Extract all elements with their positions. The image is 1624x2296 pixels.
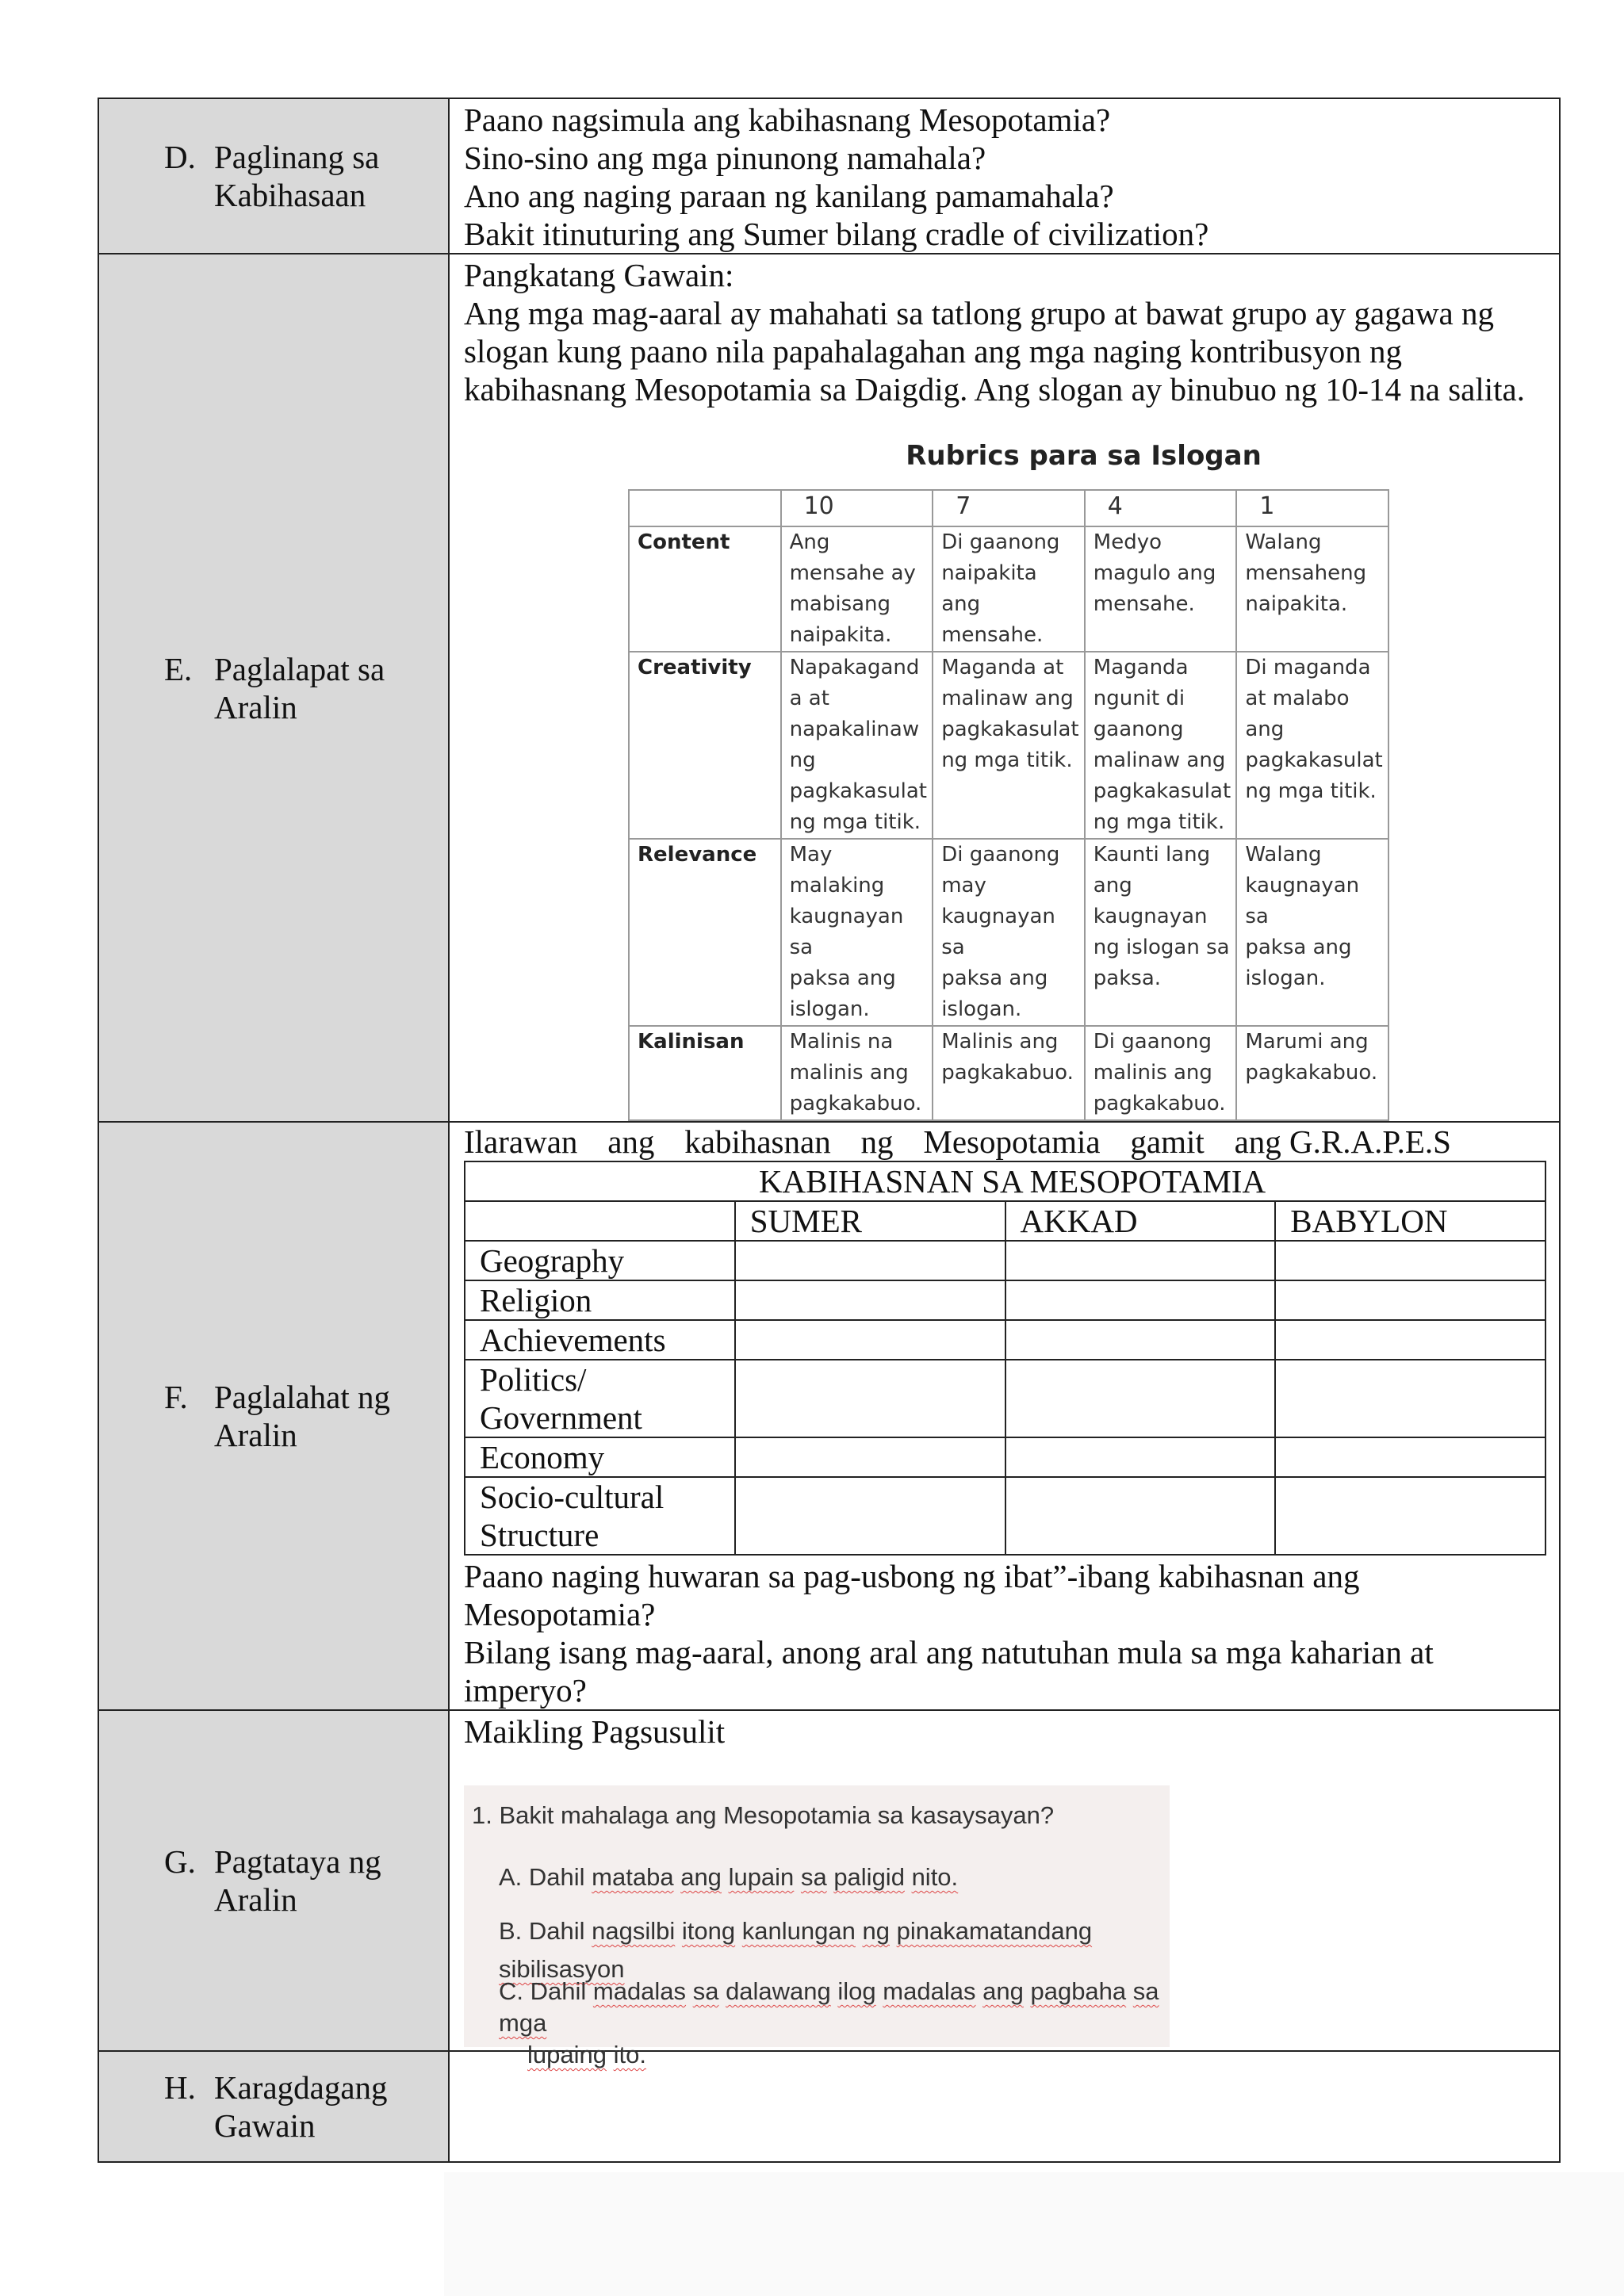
- section-d-letter: D.: [164, 139, 196, 175]
- rubric-cell-line: ang: [1245, 718, 1285, 741]
- activity-text-line: kabihasnang Mesopotamia sa Daigdig. Ang slogan ay binubuo ng 10-14 na salita.: [464, 371, 1525, 408]
- rubric-cell-line: Walang: [1245, 843, 1322, 867]
- rubric-row: [629, 652, 1388, 839]
- choice-word: ito.: [613, 2041, 646, 2068]
- grapes-row-label: [465, 1320, 735, 1360]
- rubric-cell-line: ng mga titik.: [1093, 810, 1225, 834]
- section-e-label-line: Aralin: [214, 688, 297, 725]
- rubric-cell-line: Kaunti lang: [1093, 843, 1211, 867]
- rubric-cell-line: paksa.: [1093, 966, 1162, 990]
- reflection-line: Mesopotamia?: [464, 1596, 656, 1632]
- rubric-cell-line: magulo ang: [1093, 561, 1216, 585]
- rubric-cell-line: ng mga titik.: [1245, 779, 1377, 803]
- rubric-cell-line: Di maganda: [1245, 656, 1371, 679]
- rubric-score-header: 1: [1236, 490, 1388, 526]
- rubric-cell-line: ng mga titik.: [941, 748, 1073, 772]
- lesson-plan-table: [98, 98, 1561, 2163]
- rubric-cell-line: islogan.: [941, 997, 1022, 1021]
- section-g-label-line: Aralin: [214, 1881, 297, 1918]
- grapes-empty-cell: [1005, 1437, 1276, 1477]
- activity-heading: Pangkatang Gawain:: [464, 257, 734, 293]
- rubric-cell: [933, 1026, 1085, 1120]
- reflection-line: Paano naging huwaran sa pag-usbong ng ibat”-ibang kabihasnan ang: [464, 1558, 1360, 1594]
- rubric-cell-line: pagkakasulat: [1245, 748, 1383, 772]
- choice-word: ang: [680, 1863, 722, 1891]
- rubric-cell-line: napakalinaw: [789, 718, 920, 741]
- rubric-cell-line: Di gaanong: [1093, 1030, 1212, 1054]
- rubric-cell-line: Di gaanong: [941, 530, 1060, 554]
- grapes-row-label-line: Government: [480, 1399, 642, 1436]
- choice-word: madalas: [883, 1977, 976, 2005]
- rubric-table: [628, 489, 1389, 1121]
- rubric-criterion: Relevance: [629, 839, 781, 1026]
- choice-word: sibilisasyon: [499, 1955, 625, 1983]
- grapes-empty-cell: [1275, 1241, 1545, 1280]
- grapes-empty-cell: [735, 1437, 1005, 1477]
- rubric-cell-line: kaugnayan sa: [941, 905, 1055, 959]
- rubric-cell-line: islogan.: [789, 997, 870, 1021]
- grapes-row-label: [465, 1280, 735, 1320]
- rubric-criterion: Creativity: [629, 652, 781, 839]
- section-d-label: [98, 98, 449, 254]
- grapes-empty-cell: [1275, 1320, 1545, 1360]
- grapes-empty-cell: [1275, 1477, 1545, 1555]
- grapes-title: KABIHASNAN SA MESOPOTAMIA: [465, 1161, 1545, 1201]
- rubric-cell-line: kaugnayan sa: [1245, 874, 1360, 928]
- section-f-label-line: Aralin: [214, 1417, 297, 1453]
- rubric-cell-line: naipakita.: [1245, 592, 1348, 616]
- rubric-cell-line: mabisang: [789, 592, 891, 616]
- rubric-cell-line: May: [789, 843, 833, 867]
- rubric-cell: [1085, 526, 1237, 652]
- intro-word: kabihasnan: [684, 1123, 831, 1160]
- choice-prefix: B. Dahil: [499, 1917, 592, 1945]
- grapes-row-label: [465, 1437, 735, 1477]
- rubric-score-header: 7: [933, 490, 1085, 526]
- rubric-cell: [1085, 1026, 1237, 1120]
- grapes-empty-cell: [1275, 1280, 1545, 1320]
- grapes-empty-cell: [735, 1241, 1005, 1280]
- rubric-cell-line: ng mga titik.: [789, 810, 921, 834]
- section-g-row: [98, 1710, 1560, 2051]
- choice-word: pagbaha: [1030, 1977, 1127, 2005]
- rubric-cell: [1085, 839, 1237, 1026]
- grapes-empty-cell: [735, 1320, 1005, 1360]
- grapes-row-label-line: Economy: [480, 1439, 605, 1475]
- rubric-cell-line: Malinis na: [789, 1030, 894, 1054]
- grapes-empty-cell: [1275, 1360, 1545, 1437]
- choice-prefix: A. Dahil: [499, 1863, 592, 1891]
- rubric-cell-line: kaugnayan sa: [789, 905, 904, 959]
- grapes-row: [465, 1280, 1545, 1320]
- choice-word: kanlungan: [741, 1917, 856, 1945]
- rubric-cell-line: malinaw ang: [941, 687, 1074, 710]
- rubric-cell: [1236, 526, 1388, 652]
- rubric-cell-line: pagkakabuo.: [941, 1061, 1074, 1085]
- choice-word: mga: [499, 2009, 547, 2037]
- rubric-cell-line: gaanong: [1093, 718, 1184, 741]
- quiz-heading: Maikling Pagsusulit: [464, 1713, 726, 1750]
- question-line: Sino-sino ang mga pinunong namahala?: [464, 140, 986, 176]
- rubric-header-row: [629, 490, 1388, 526]
- rubric-cell-line: ngunit di: [1093, 687, 1185, 710]
- grapes-row: [465, 1241, 1545, 1280]
- rubric-cell: [933, 652, 1085, 839]
- intro-word: Mesopotamia: [923, 1123, 1101, 1160]
- rubric-cell-line: islogan.: [1245, 966, 1326, 990]
- intro-word: Ilarawan: [464, 1123, 578, 1160]
- rubric-cell-line: mensaheng: [1245, 561, 1367, 585]
- grapes-intro: [450, 1123, 1464, 1161]
- rubric-cell-line: pagkakasulat: [789, 779, 927, 803]
- choice-word: ilog: [837, 1977, 876, 2005]
- section-e-label: [98, 254, 449, 1122]
- rubric-cell: [781, 652, 933, 839]
- choice-word: mataba: [592, 1863, 674, 1891]
- activity-text-line: Ang mga mag-aaral ay mahahati sa tatlong grupo at bawat grupo ay gagawa ng: [464, 295, 1495, 331]
- rubric-cell-line: paksa ang: [1245, 936, 1352, 959]
- section-g-label-line: Pagtataya ng: [214, 1843, 381, 1880]
- rubric-cell-line: paksa ang: [941, 966, 1048, 990]
- rubric-cell-line: pagkakabuo.: [1093, 1092, 1226, 1115]
- intro-word: ng: [860, 1123, 894, 1160]
- grapes-empty-cell: [735, 1360, 1005, 1437]
- quiz-choice-a: [499, 1858, 958, 1896]
- section-f-label: [98, 1122, 449, 1710]
- section-f-row: [98, 1122, 1560, 1710]
- rubric-cell-line: pagkakasulat: [1093, 779, 1231, 803]
- section-f-letter: F.: [164, 1379, 188, 1415]
- grapes-row-label-line: Politics/: [480, 1361, 587, 1398]
- rubric-cell: [1236, 839, 1388, 1026]
- choice-word: paligid: [833, 1863, 905, 1891]
- grapes-column-header: SUMER: [735, 1201, 1005, 1241]
- rubric-cell: [781, 1026, 933, 1120]
- choice-word: ang: [982, 1977, 1024, 2005]
- section-d-label-line: Kabihasaan: [214, 177, 366, 213]
- grapes-empty-cell: [1005, 1477, 1276, 1555]
- rubric-cell: [933, 526, 1085, 652]
- rubric-cell-line: Marumi ang: [1245, 1030, 1369, 1054]
- reflection-line: Bilang isang mag-aaral, anong aral ang natutuhan mula sa mga kaharian at: [464, 1634, 1434, 1670]
- rubric-cell-line: kaugnayan: [1093, 905, 1208, 928]
- rubric-cell-line: malinis ang: [1093, 1061, 1212, 1085]
- grapes-column-header-row: [465, 1201, 1545, 1241]
- choice-word: madalas: [592, 1977, 687, 2005]
- question-line: Bakit itinuturing ang Sumer bilang cradle of civilization?: [464, 216, 1209, 252]
- section-e-row: [98, 254, 1560, 1122]
- rubric-cell-line: Medyo: [1093, 530, 1162, 554]
- grapes-empty-cell: [735, 1280, 1005, 1320]
- rubric-cell-line: Maganda: [1093, 656, 1189, 679]
- section-h-label-line: Gawain: [214, 2107, 316, 2144]
- rubric-cell-line: malaking: [789, 874, 885, 897]
- activity-text-line: slogan kung paano nila papahalagahan ang mga naging kontribusyon ng: [464, 333, 1403, 369]
- rubric-cell-line: malinis ang: [789, 1061, 909, 1085]
- rubric-cell-line: a at: [789, 687, 829, 710]
- rubric-row: [629, 839, 1388, 1026]
- rubric-cell-line: Malinis ang: [941, 1030, 1059, 1054]
- rubric-cell: [1236, 652, 1388, 839]
- choice-word: sa: [800, 1863, 827, 1891]
- rubric-cell-line: Ang: [789, 530, 830, 554]
- rubric-cell-line: pagkakasulat: [941, 718, 1079, 741]
- grapes-row: [465, 1477, 1545, 1555]
- grapes-empty-cell: [1005, 1320, 1276, 1360]
- rubric-cell-line: pagkakabuo.: [789, 1092, 922, 1115]
- grapes-row-label-line: Religion: [480, 1282, 592, 1318]
- rubric-cell-line: Maganda at: [941, 656, 1064, 679]
- section-e-letter: E.: [164, 650, 193, 687]
- rubric-cell: [781, 839, 933, 1026]
- grapes-table: [464, 1161, 1546, 1556]
- grapes-empty-cell: [1005, 1280, 1276, 1320]
- intro-word: gamit: [1130, 1123, 1205, 1160]
- quiz-image: [464, 1785, 1170, 2068]
- grapes-row-label-line: Achievements: [480, 1322, 666, 1358]
- section-d-row: [98, 98, 1560, 254]
- section-d-label-line: Paglinang sa: [214, 139, 380, 175]
- grapes-corner-cell: [465, 1201, 735, 1241]
- section-e-content: [449, 254, 1560, 1122]
- rubric-criterion: Content: [629, 526, 781, 652]
- section-g-label: [98, 1710, 449, 2051]
- grapes-row-label-line: Geography: [480, 1242, 625, 1279]
- grapes-row-label: [465, 1477, 735, 1555]
- grapes-empty-cell: [1005, 1360, 1276, 1437]
- intro-word: ang: [607, 1123, 655, 1160]
- rubric-row: [629, 526, 1388, 652]
- grapes-title-row: [465, 1161, 1545, 1201]
- rubric-cell-line: Napakagand: [789, 656, 920, 679]
- grapes-column-header: BABYLON: [1275, 1201, 1545, 1241]
- choice-word: lupaing: [527, 2041, 607, 2068]
- reflection-line: imperyo?: [464, 1672, 587, 1709]
- section-e-label-line: Paglalapat sa: [214, 650, 385, 687]
- rubric-corner-cell: [629, 490, 781, 526]
- rubric-cell-line: paksa ang: [789, 966, 896, 990]
- grapes-row: [465, 1437, 1545, 1477]
- choice-word: itong: [681, 1917, 736, 1945]
- section-g-content: [449, 1710, 1560, 2068]
- rubric-cell-line: ang: [1093, 874, 1132, 897]
- rubric-cell-line: malinaw ang: [1093, 748, 1226, 772]
- choice-word: sa: [692, 1977, 719, 2005]
- quiz-question: 1. Bakit mahalaga ang Mesopotamia sa kasaysayan?: [472, 1801, 1055, 1829]
- page-bottom-margin: [444, 2172, 1624, 2296]
- rubric-cell: [933, 839, 1085, 1026]
- choice-word: pinakamatandang: [896, 1917, 1093, 1945]
- grapes-row-label: [465, 1241, 735, 1280]
- grapes-empty-cell: [1275, 1437, 1545, 1477]
- rubric-row: [629, 1026, 1388, 1120]
- grapes-empty-cell: [735, 1477, 1005, 1555]
- section-d-content: [449, 98, 1560, 254]
- quiz-choice-c: [499, 1976, 1170, 2071]
- grapes-row-label-line: Socio-cultural: [480, 1479, 665, 1515]
- rubric-cell-line: may: [941, 874, 986, 897]
- choice-word: nagsilbi: [592, 1917, 676, 1945]
- rubric-cell-line: naipakita ang: [941, 561, 1037, 616]
- section-h-letter: H.: [164, 2069, 196, 2106]
- section-f-content: [449, 1122, 1560, 1710]
- choice-word: dalawang: [726, 1977, 831, 2005]
- grapes-empty-cell: [1005, 1241, 1276, 1280]
- rubric-criterion: Kalinisan: [629, 1026, 781, 1120]
- section-h-label: [98, 2051, 449, 2162]
- rubric-title: Rubrics para sa Islogan: [906, 440, 1262, 472]
- grapes-row-label-line: Structure: [480, 1517, 599, 1553]
- rubric-cell: [1236, 1026, 1388, 1120]
- rubric-score-header: 4: [1085, 490, 1237, 526]
- grapes-row: [465, 1320, 1545, 1360]
- grapes-row: [465, 1360, 1545, 1437]
- rubric-cell-line: Walang: [1245, 530, 1322, 554]
- choice-word: lupain: [728, 1863, 795, 1891]
- section-g-letter: G.: [164, 1843, 196, 1880]
- rubric-cell-line: pagkakabuo.: [1245, 1061, 1378, 1085]
- rubric-cell-line: mensahe.: [1093, 592, 1195, 616]
- section-h-label-line: Karagdagang: [214, 2069, 388, 2106]
- rubric-cell-line: ng islogan sa: [1093, 936, 1230, 959]
- choice-word: sa: [1132, 1977, 1159, 2005]
- rubric-cell: [781, 526, 933, 652]
- question-line: Paano nagsimula ang kabihasnang Mesopotamia?: [464, 101, 1111, 138]
- grapes-column-header: AKKAD: [1005, 1201, 1276, 1241]
- choice-word: ng: [862, 1917, 890, 1945]
- rubric-cell-line: naipakita.: [789, 623, 892, 647]
- rubric-cell: [1085, 652, 1237, 839]
- rubric-cell-line: ng: [789, 748, 816, 772]
- choice-prefix: C. Dahil: [499, 1977, 593, 2005]
- section-f-label-line: Paglalahat ng: [214, 1379, 391, 1415]
- rubric-cell-line: mensahe ay: [789, 561, 916, 585]
- rubric-cell-line: mensahe.: [941, 623, 1044, 647]
- intro-word: ang G.R.A.P.E.S: [1234, 1123, 1451, 1160]
- rubric-cell-line: Di gaanong: [941, 843, 1060, 867]
- choice-word: nito.: [911, 1863, 959, 1891]
- rubric-score-header: 10: [781, 490, 933, 526]
- grapes-row-label: [465, 1360, 735, 1437]
- question-line: Ano ang naging paraan ng kanilang pamamahala?: [464, 178, 1114, 214]
- rubric-cell-line: at malabo: [1245, 687, 1350, 710]
